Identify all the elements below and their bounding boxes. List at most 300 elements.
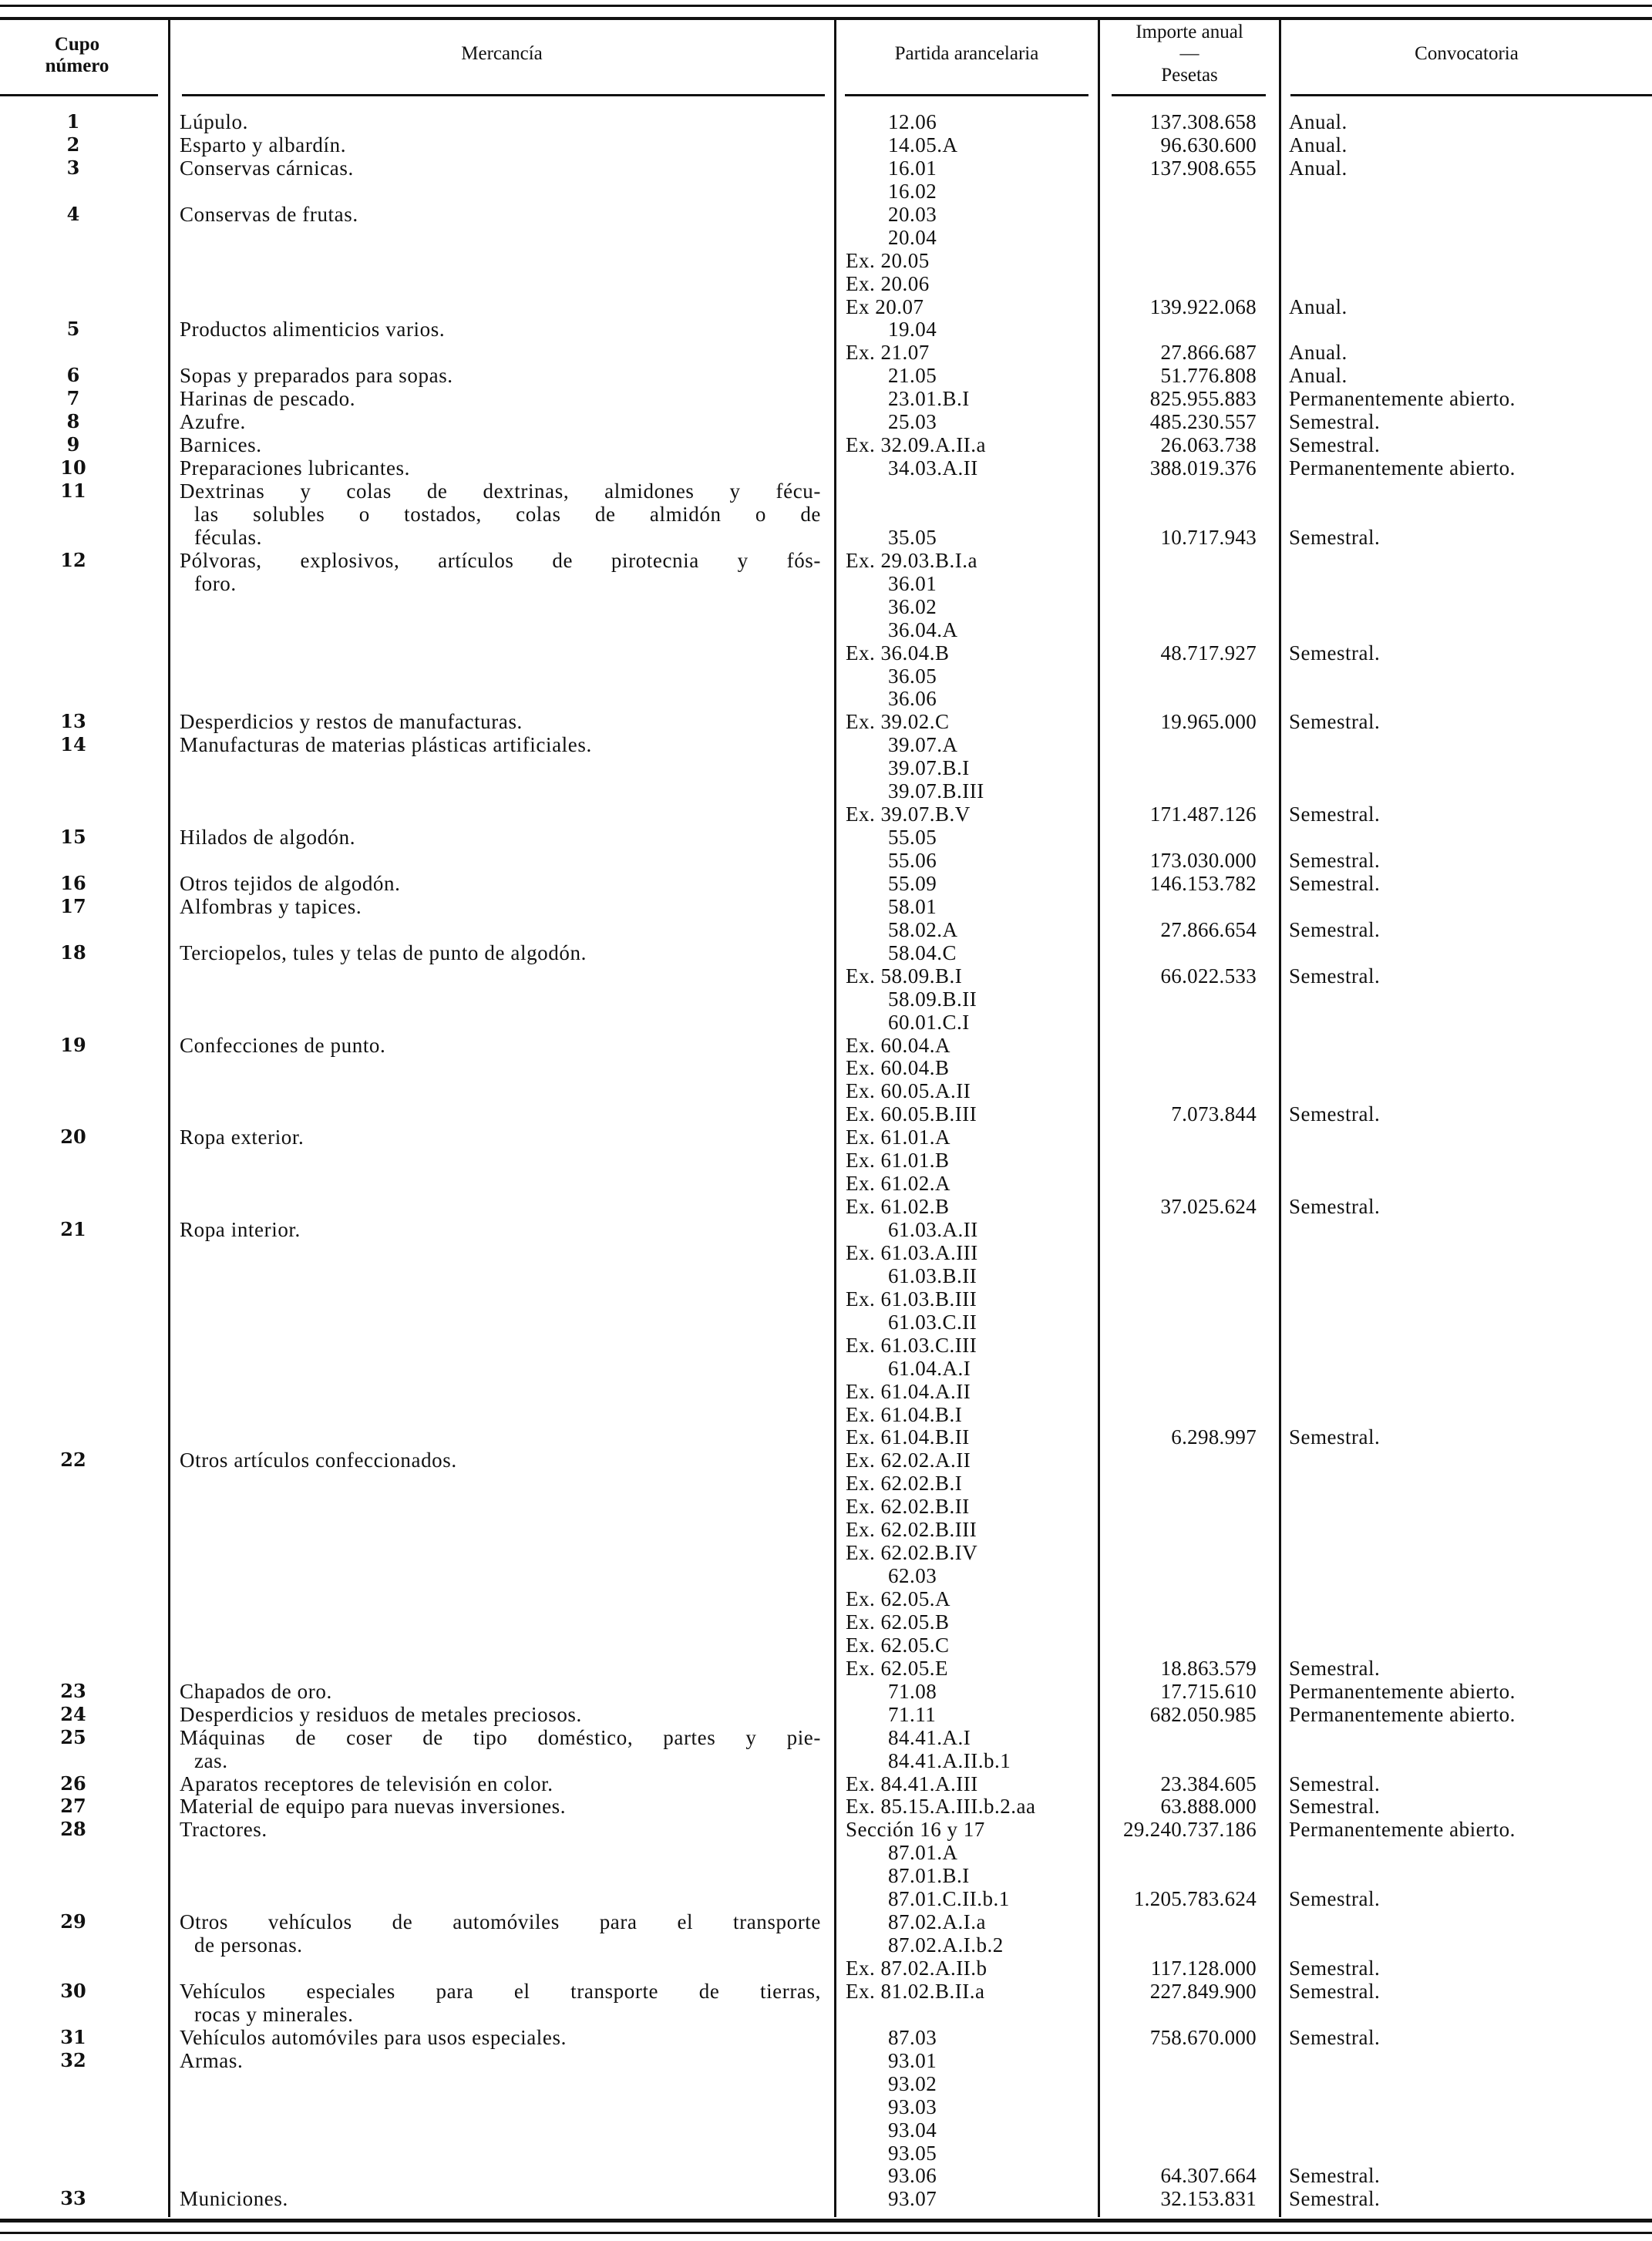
partida-arancelaria: Ex. 61.02.B <box>846 1195 950 1219</box>
cupo-number: 5 <box>66 318 80 341</box>
convocatoria: Anual. <box>1289 110 1348 133</box>
importe-anual: 17.715.610 <box>1160 1679 1257 1703</box>
table-row <box>0 1056 1652 1079</box>
cupo-number: 22 <box>60 1449 86 1472</box>
partida-arancelaria: Ex. 60.04.B <box>846 1056 950 1080</box>
table-row <box>0 526 1652 549</box>
header-convocatoria: Convocatoria <box>1415 43 1519 64</box>
table-row <box>0 964 1652 988</box>
partida-arancelaria: Ex. 87.02.A.II.b <box>846 1957 987 1980</box>
convocatoria: Semestral. <box>1289 433 1381 457</box>
convocatoria: Semestral. <box>1289 2187 1381 2211</box>
table-row <box>0 1218 1652 1241</box>
convocatoria: Semestral. <box>1289 803 1381 826</box>
partida-arancelaria: Ex. 85.15.A.III.b.2.aa <box>846 1795 1036 1819</box>
mercancia: Manufacturas de materias plásticas artificiales. <box>180 733 592 757</box>
importe-anual: 48.717.927 <box>1160 641 1257 665</box>
table-row <box>0 1403 1652 1426</box>
table-row <box>0 1380 1652 1403</box>
partida-arancelaria: Sección 16 y 17 <box>846 1818 985 1842</box>
convocatoria: Semestral. <box>1289 1656 1381 1680</box>
convocatoria: Permanentemente abierto. <box>1289 456 1516 480</box>
importe-anual: 26.063.738 <box>1160 433 1257 457</box>
cupo-number: 12 <box>60 548 86 571</box>
table-row <box>0 226 1652 249</box>
partida-arancelaria: 36.04.A <box>888 617 958 641</box>
table-row <box>0 341 1652 364</box>
convocatoria: Semestral. <box>1289 2025 1381 2049</box>
importe-anual: 137.908.655 <box>1149 156 1257 180</box>
table-row <box>0 2072 1652 2095</box>
mercancia: Material de equipo para nuevas inversiones. <box>180 1795 567 1819</box>
mercancia: Chapados de oro. <box>180 1679 332 1703</box>
partida-arancelaria: Ex. 84.41.A.III <box>846 1772 978 1795</box>
partida-arancelaria: 58.04.C <box>888 940 957 964</box>
convocatoria: Anual. <box>1289 341 1348 365</box>
partida-arancelaria: 84.41.A.I <box>888 1725 971 1749</box>
cupo-number: 20 <box>60 1126 86 1149</box>
convocatoria: Semestral. <box>1289 1772 1381 1795</box>
table-row <box>0 1541 1652 1564</box>
convocatoria: Anual. <box>1289 133 1348 156</box>
partida-arancelaria: Ex. 81.02.B.II.a <box>846 1979 985 2003</box>
table-row <box>0 410 1652 433</box>
convocatoria: Semestral. <box>1289 525 1381 549</box>
table-row <box>0 1795 1652 1818</box>
mercancia: las solubles o tostados, colas de almidón o de <box>194 502 821 526</box>
partida-arancelaria: 34.03.A.II <box>888 456 978 480</box>
table-row <box>0 1564 1652 1587</box>
importe-anual: 66.022.533 <box>1160 964 1257 988</box>
convocatoria: Permanentemente abierto. <box>1289 387 1516 411</box>
partida-arancelaria: 55.05 <box>888 826 937 850</box>
importe-anual: 485.230.557 <box>1149 410 1257 434</box>
partida-arancelaria: Ex. 21.07 <box>846 341 930 365</box>
partida-arancelaria: 36.01 <box>888 571 937 595</box>
importe-anual: 117.128.000 <box>1150 1957 1257 1980</box>
cupo-number: 28 <box>60 1818 86 1841</box>
convocatoria: Semestral. <box>1289 1795 1381 1819</box>
mercancia: féculas. <box>194 525 263 549</box>
cupo-number: 1 <box>66 110 80 133</box>
table-row <box>0 249 1652 272</box>
table-row <box>0 665 1652 688</box>
mercancia: Productos alimenticios varios. <box>180 318 446 342</box>
table-row <box>0 479 1652 503</box>
table-row <box>0 1195 1652 1218</box>
cupo-number: 18 <box>60 940 86 964</box>
partida-arancelaria: 71.08 <box>888 1679 937 1703</box>
convocatoria: Anual. <box>1289 294 1348 318</box>
partida-arancelaria: 61.03.B.II <box>888 1264 977 1287</box>
convocatoria: Semestral. <box>1289 917 1381 941</box>
table-row <box>0 1772 1652 1795</box>
table-row <box>0 572 1652 595</box>
convocatoria: Permanentemente abierto. <box>1289 1679 1516 1703</box>
mercancia: Confecciones de punto. <box>180 1033 386 1057</box>
header-rule <box>1290 94 1652 96</box>
partida-arancelaria: 58.02.A <box>888 917 958 941</box>
partida-arancelaria: 25.03 <box>888 410 937 434</box>
mercancia: Conservas de frutas. <box>180 202 358 226</box>
table-row <box>0 1311 1652 1334</box>
table-row <box>0 1264 1652 1287</box>
partida-arancelaria: 19.04 <box>888 318 937 342</box>
table-row <box>0 1634 1652 1657</box>
table-row <box>0 503 1652 526</box>
table-row <box>0 549 1652 572</box>
partida-arancelaria: 93.04 <box>888 2118 937 2142</box>
partida-arancelaria: Ex. 62.05.A <box>846 1587 950 1610</box>
cupo-number: 11 <box>60 479 86 502</box>
header-rule <box>182 94 825 96</box>
partida-arancelaria: Ex. 29.03.B.I.a <box>846 548 977 572</box>
importe-anual: 27.866.687 <box>1160 341 1257 365</box>
table-row <box>0 733 1652 756</box>
bottom-rule <box>0 2219 1652 2222</box>
cupo-number: 29 <box>60 1910 86 1933</box>
partida-arancelaria: 20.03 <box>888 202 937 226</box>
importe-anual: 27.866.654 <box>1160 917 1257 941</box>
table-row <box>0 156 1652 180</box>
cupo-number: 19 <box>60 1033 86 1056</box>
table-row <box>0 988 1652 1011</box>
mercancia: Municiones. <box>180 2187 288 2211</box>
importe-anual: 29.240.737.186 <box>1123 1818 1257 1842</box>
partida-arancelaria: 16.01 <box>888 156 937 180</box>
table-row <box>0 110 1652 133</box>
partida-arancelaria: Ex. 36.04.B <box>846 641 950 665</box>
partida-arancelaria: 60.01.C.I <box>888 1010 970 1034</box>
table-row <box>0 595 1652 618</box>
table-row <box>0 1495 1652 1518</box>
partida-arancelaria: 39.07.B.III <box>888 779 984 803</box>
table-row <box>0 1703 1652 1726</box>
partida-arancelaria: 36.06 <box>888 687 937 711</box>
table-row <box>0 2118 1652 2142</box>
mercancia: Desperdicios y residuos de metales preciosos. <box>180 1702 582 1726</box>
partida-arancelaria: 87.01.A <box>888 1841 958 1865</box>
partida-arancelaria: Ex. 62.02.B.II <box>846 1495 970 1519</box>
partida-arancelaria: Ex. 62.02.B.III <box>846 1518 977 1542</box>
cupo-number: 26 <box>60 1772 86 1795</box>
table-row <box>0 1910 1652 1933</box>
importe-anual: 64.307.664 <box>1160 2164 1257 2188</box>
table-row <box>0 641 1652 665</box>
partida-arancelaria: Ex. 58.09.B.I <box>846 964 963 988</box>
importe-anual: 19.965.000 <box>1160 710 1257 734</box>
partida-arancelaria: 16.02 <box>888 179 937 203</box>
importe-anual: 63.888.000 <box>1160 1795 1257 1819</box>
partida-arancelaria: Ex. 62.02.B.I <box>846 1472 963 1496</box>
partida-arancelaria: Ex. 61.03.C.III <box>846 1333 977 1357</box>
partida-arancelaria: Ex. 61.02.A <box>846 1172 950 1196</box>
table-row <box>0 1726 1652 1749</box>
partida-arancelaria: 87.01.C.II.b.1 <box>888 1887 1010 1911</box>
partida-arancelaria: 62.03 <box>888 1564 937 1588</box>
partida-arancelaria: 55.06 <box>888 849 937 872</box>
importe-anual: 10.717.943 <box>1160 525 1257 549</box>
importe-anual: 1.205.783.624 <box>1133 1887 1257 1911</box>
table-row <box>0 1680 1652 1703</box>
cupo-number: 25 <box>60 1725 86 1748</box>
convocatoria: Permanentemente abierto. <box>1289 1702 1516 1726</box>
header-partida: Partida arancelaria <box>894 43 1039 64</box>
partida-arancelaria: 87.02.A.I.b.2 <box>888 1933 1004 1957</box>
table-row <box>0 318 1652 341</box>
header-importe <box>1101 22 1278 86</box>
cupo-number: 14 <box>60 733 86 756</box>
convocatoria: Semestral. <box>1289 1195 1381 1219</box>
convocatoria: Semestral. <box>1289 410 1381 434</box>
partida-arancelaria: 21.05 <box>888 364 937 388</box>
partida-arancelaria: Ex. 60.04.A <box>846 1033 950 1057</box>
header-rule <box>845 94 1088 96</box>
mercancia: Otros tejidos de algodón. <box>180 871 401 895</box>
mercancia: Harinas de pescado. <box>180 387 356 411</box>
table-row <box>0 872 1652 895</box>
table-row <box>0 1587 1652 1610</box>
mercancia: zas. <box>194 1748 228 1772</box>
cupo-number: 2 <box>66 133 80 156</box>
convocatoria: Semestral. <box>1289 1102 1381 1126</box>
table-row <box>0 1818 1652 1841</box>
header-importe-sub: Pesetas <box>1161 65 1218 86</box>
mercancia: Conservas cárnicas. <box>180 156 354 180</box>
partida-arancelaria: Ex. 62.05.B <box>846 1610 950 1634</box>
table-row <box>0 1149 1652 1172</box>
partida-arancelaria: Ex. 39.02.C <box>846 710 950 734</box>
partida-arancelaria: Ex. 39.07.B.V <box>846 803 971 826</box>
cupo-number: 3 <box>66 156 80 179</box>
importe-anual: 51.776.808 <box>1160 364 1257 388</box>
table-row <box>0 687 1652 710</box>
table-row <box>0 849 1652 872</box>
mercancia: Preparaciones lubricantes. <box>180 456 410 480</box>
partida-arancelaria: 58.01 <box>888 894 937 918</box>
mercancia: Ropa interior. <box>180 1218 301 1241</box>
partida-arancelaria: Ex. 61.03.B.III <box>846 1287 977 1311</box>
partida-arancelaria: 61.03.C.II <box>888 1310 977 1334</box>
mercancia: Máquinas de coser de tipo doméstico, partes y pie- <box>180 1725 821 1749</box>
table-row <box>0 803 1652 826</box>
table-row <box>0 1425 1652 1449</box>
table-row <box>0 756 1652 779</box>
partida-arancelaria: Ex. 60.05.B.III <box>846 1102 977 1126</box>
partida-arancelaria: 58.09.B.II <box>888 987 977 1011</box>
partida-arancelaria: 23.01.B.I <box>888 387 970 411</box>
table-row <box>0 2142 1652 2165</box>
partida-arancelaria: 61.03.A.II <box>888 1218 978 1241</box>
header-mercancia: Mercancía <box>461 43 543 64</box>
partida-arancelaria: 14.05.A <box>888 133 958 156</box>
mercancia: foro. <box>194 571 237 595</box>
partida-arancelaria: Ex. 61.01.B <box>846 1149 950 1173</box>
convocatoria: Semestral. <box>1289 1957 1381 1980</box>
partida-arancelaria: Ex. 60.05.A.II <box>846 1079 971 1103</box>
partida-arancelaria: 87.03 <box>888 2025 937 2049</box>
cupo-number: 10 <box>60 456 86 479</box>
table-row <box>0 2187 1652 2210</box>
cupo-number: 23 <box>60 1679 86 1702</box>
table-row <box>0 1449 1652 1472</box>
mercancia: Sopas y preparados para sopas. <box>180 364 453 388</box>
partida-arancelaria: 87.01.B.I <box>888 1864 970 1888</box>
table-row <box>0 1980 1652 2003</box>
partida-arancelaria: 39.07.A <box>888 733 958 757</box>
cupo-number: 7 <box>66 387 80 410</box>
importe-anual: 96.630.600 <box>1160 133 1257 156</box>
mercancia: Esparto y albardín. <box>180 133 347 156</box>
mercancia: Aparatos receptores de televisión en color. <box>180 1772 553 1795</box>
convocatoria: Semestral. <box>1289 1979 1381 2003</box>
table-row <box>0 1126 1652 1149</box>
importe-anual: 18.863.579 <box>1160 1656 1257 1680</box>
table-row <box>0 387 1652 410</box>
mercancia: Desperdicios y restos de manufacturas. <box>180 710 523 734</box>
cupo-number: 33 <box>60 2187 86 2210</box>
partida-arancelaria: Ex. 62.02.A.II <box>846 1449 971 1472</box>
partida-arancelaria: 87.02.A.I.a <box>888 1910 986 1934</box>
table-row <box>0 180 1652 203</box>
table-body <box>0 110 1652 2210</box>
mercancia: Dextrinas y colas de dextrinas, almidones y fécu- <box>180 479 821 503</box>
table-row <box>0 1287 1652 1311</box>
table-row <box>0 1957 1652 1980</box>
table-row <box>0 2095 1652 2118</box>
partida-arancelaria: 93.07 <box>888 2187 937 2211</box>
partida-arancelaria: 55.09 <box>888 871 937 895</box>
partida-arancelaria: Ex 20.07 <box>846 294 924 318</box>
importe-anual: 37.025.624 <box>1160 1195 1257 1219</box>
table-row <box>0 2026 1652 2049</box>
convocatoria: Semestral. <box>1289 964 1381 988</box>
cupo-number: 16 <box>60 871 86 894</box>
table-row <box>0 1172 1652 1195</box>
table-row <box>0 1011 1652 1034</box>
partida-arancelaria: Ex. 61.04.B.II <box>846 1425 970 1449</box>
table-row <box>0 1334 1652 1357</box>
partida-arancelaria: 36.05 <box>888 664 937 688</box>
header-importe-label: Importe anual <box>1136 22 1243 42</box>
table-row <box>0 295 1652 318</box>
convocatoria: Anual. <box>1289 364 1348 388</box>
partida-arancelaria: 71.11 <box>888 1702 937 1726</box>
convocatoria: Semestral. <box>1289 641 1381 665</box>
table-row <box>0 826 1652 849</box>
importe-anual: 146.153.782 <box>1149 871 1257 895</box>
table-row <box>0 1079 1652 1102</box>
importe-anual: 139.922.068 <box>1149 294 1257 318</box>
importe-anual: 171.487.126 <box>1149 803 1257 826</box>
table-row <box>0 1657 1652 1680</box>
partida-arancelaria: 61.04.A.I <box>888 1356 971 1380</box>
partida-arancelaria: Ex. 62.05.E <box>846 1656 948 1680</box>
partida-arancelaria: 93.05 <box>888 2141 937 2165</box>
header-importe-dash: — <box>1179 43 1199 64</box>
table-row <box>0 1034 1652 1057</box>
top-rule-2 <box>0 17 1652 20</box>
table-row <box>0 1841 1652 1864</box>
partida-arancelaria: Ex. 61.04.A.II <box>846 1379 971 1403</box>
importe-anual: 32.153.831 <box>1160 2187 1257 2211</box>
partida-arancelaria: 93.06 <box>888 2164 937 2188</box>
convocatoria: Semestral. <box>1289 1425 1381 1449</box>
cupo-number: 32 <box>60 2048 86 2071</box>
cupo-number: 15 <box>60 826 86 849</box>
partida-arancelaria: Ex. 61.04.B.I <box>846 1402 963 1426</box>
mercancia: Tractores. <box>180 1818 267 1842</box>
table-row <box>0 133 1652 156</box>
header-cupo <box>15 34 139 77</box>
mercancia: Otros artículos confeccionados. <box>180 1449 457 1472</box>
table-row <box>0 433 1652 456</box>
table-row <box>0 918 1652 941</box>
table-row <box>0 895 1652 918</box>
mercancia: de personas. <box>194 1933 303 1957</box>
table-row <box>0 364 1652 387</box>
importe-anual: 758.670.000 <box>1149 2025 1257 2049</box>
importe-anual: 825.955.883 <box>1149 387 1257 411</box>
mercancia: rocas y minerales. <box>194 2002 354 2026</box>
partida-arancelaria: Ex. 20.06 <box>846 271 930 295</box>
cupo-number: 13 <box>60 710 86 733</box>
importe-anual: 682.050.985 <box>1149 1702 1257 1726</box>
table-row <box>0 1357 1652 1380</box>
cupo-number: 30 <box>60 1979 86 2002</box>
header-cupo-sub: número <box>45 56 109 76</box>
partida-arancelaria: 39.07.B.I <box>888 756 970 780</box>
table-row <box>0 1749 1652 1772</box>
importe-anual: 6.298.997 <box>1171 1425 1257 1449</box>
partida-arancelaria: Ex. 62.05.C <box>846 1633 950 1657</box>
table-row <box>0 1610 1652 1634</box>
convocatoria: Permanentemente abierto. <box>1289 1818 1516 1842</box>
table-row <box>0 2003 1652 2026</box>
mercancia: Hilados de algodón. <box>180 826 356 850</box>
mercancia: Otros vehículos de automóviles para el transporte <box>180 1910 821 1934</box>
mercancia: Armas. <box>180 2048 244 2072</box>
convocatoria: Semestral. <box>1289 849 1381 872</box>
importe-anual: 7.073.844 <box>1171 1102 1257 1126</box>
table-row <box>0 1887 1652 1910</box>
partida-arancelaria: 93.03 <box>888 2095 937 2118</box>
top-rule <box>0 5 1652 7</box>
table-row <box>0 2049 1652 2072</box>
table-row <box>0 1102 1652 1126</box>
cupo-number: 27 <box>60 1795 86 1818</box>
table-row <box>0 618 1652 641</box>
partida-arancelaria: Ex. 20.05 <box>846 248 930 272</box>
table-row <box>0 710 1652 733</box>
table-row <box>0 1241 1652 1264</box>
convocatoria: Semestral. <box>1289 2164 1381 2188</box>
partida-arancelaria: 35.05 <box>888 525 937 549</box>
mercancia: Azufre. <box>180 410 246 434</box>
cupo-number: 4 <box>66 202 80 225</box>
mercancia: Terciopelos, tules y telas de punto de algodón. <box>180 940 587 964</box>
cupo-number: 6 <box>66 364 80 387</box>
table-row <box>0 456 1652 479</box>
convocatoria: Anual. <box>1289 156 1348 180</box>
partida-arancelaria: Ex. 61.01.A <box>846 1126 950 1149</box>
table-row <box>0 1472 1652 1495</box>
partida-arancelaria: 93.02 <box>888 2071 937 2095</box>
partida-arancelaria: Ex. 61.03.A.III <box>846 1240 978 1264</box>
mercancia: Vehículos especiales para el transporte de tierras, <box>180 1979 821 2003</box>
mercancia: Pólvoras, explosivos, artículos de pirotecnia y fós- <box>180 548 821 572</box>
table-row <box>0 779 1652 803</box>
